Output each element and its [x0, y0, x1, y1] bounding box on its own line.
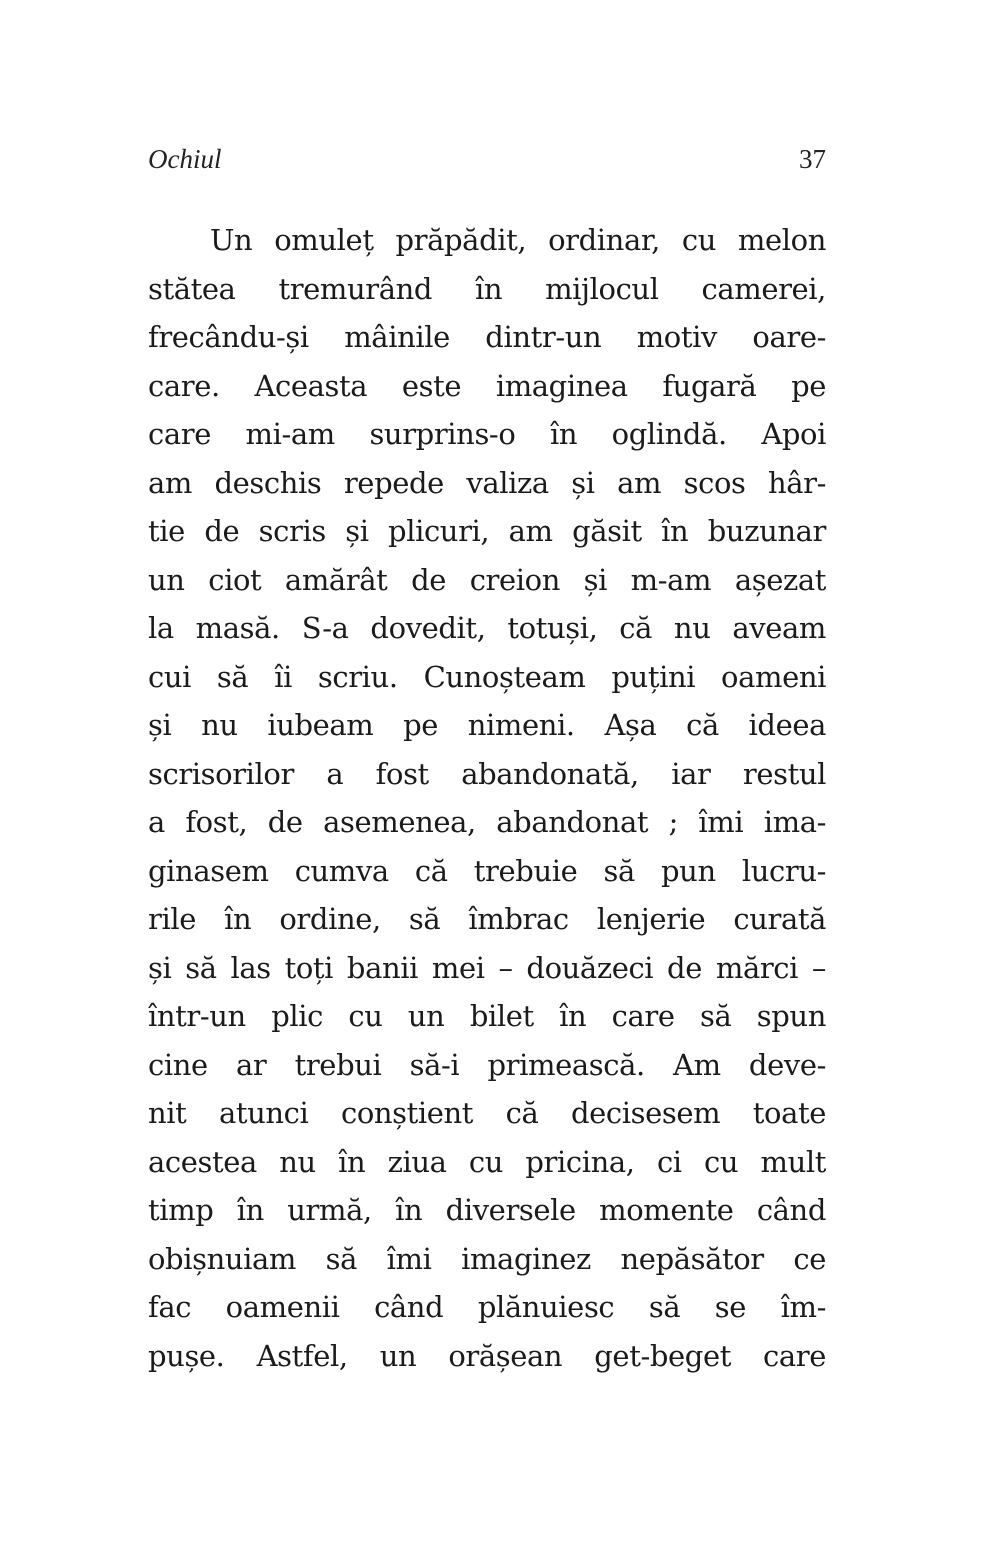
text-line: nit atunci conștient că decisesem toate: [148, 1096, 826, 1130]
running-header: [148, 141, 826, 177]
text-line: un ciot amărât de creion și m-am așezat: [148, 562, 826, 597]
text-line: acestea nu în ziua cu pricina, ci cu mult: [148, 1144, 826, 1179]
text-line: scrisorilor a fost abandonată, iar restul: [148, 756, 826, 791]
text-line: care mi-am surprins-o în oglindă. Apoi: [148, 417, 826, 451]
text-line: pușe. Astfel, un orășean get-beget care: [148, 1338, 826, 1373]
text-line: și să las toți banii mei – douăzeci de mărci –: [148, 950, 826, 985]
text-line: a fost, de asemenea, abandonat ; îmi ima-: [148, 805, 826, 839]
text-line: într-un plic cu un bilet în care să spun: [148, 999, 826, 1033]
page-number: 37: [799, 144, 826, 174]
text-line: care. Aceasta este imaginea fugară pe: [148, 368, 826, 403]
text-line: și nu iubeam pe nimeni. Așa că ideea: [148, 708, 826, 742]
text-line: cine ar trebui să-i primească. Am deve-: [148, 1047, 826, 1082]
book-title: Ochiul: [148, 144, 222, 174]
text-line: ginasem cumva că trebuie să pun lucru-: [148, 853, 826, 888]
text-line: fac oamenii când plănuiesc să se îm-: [148, 1290, 826, 1324]
text-line: timp în urmă, în diversele momente când: [148, 1193, 826, 1227]
text-line: am deschis repede valiza și am scos hâr-: [148, 465, 826, 500]
body-paragraph: [148, 216, 826, 1380]
text-line: cui să îi scriu. Cunoșteam puțini oameni: [148, 659, 826, 694]
text-line: tie de scris și plicuri, am găsit în buzunar: [148, 514, 826, 548]
text-line: Un omuleț prăpădit, ordinar, cu melon: [210, 223, 826, 257]
text-line: obișnuiam să îmi imaginez nepăsător ce: [148, 1241, 826, 1276]
text-line: frecându-și mâinile dintr-un motiv oare-: [148, 320, 826, 354]
text-line: la masă. S-a dovedit, totuși, că nu aveam: [148, 611, 826, 645]
text-line: rile în ordine, să îmbrac lenjerie curată: [148, 902, 826, 936]
text-line: stătea tremurând în mijlocul camerei,: [148, 271, 826, 306]
